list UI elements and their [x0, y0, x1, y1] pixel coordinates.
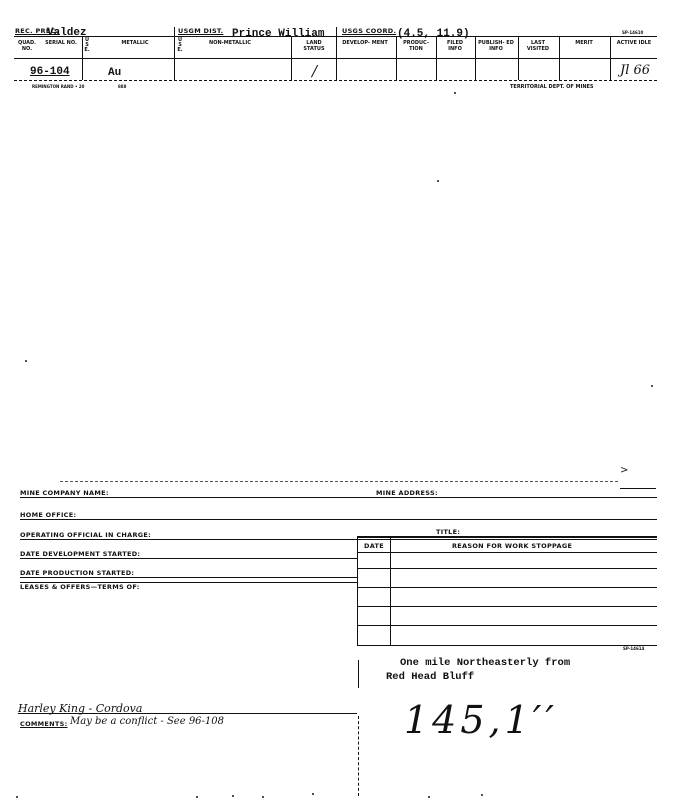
operating-official-label: OPERATING OFFICIAL IN CHARGE: [20, 531, 152, 539]
col-active-idle: ACTIVE IDLE [616, 40, 652, 46]
col-merit: MERIT [575, 40, 593, 46]
form-number-bottom: SP-14614 [623, 646, 645, 651]
date-production-label: DATE PRODUCTION STARTED: [20, 569, 135, 577]
margin-mark: > [620, 465, 629, 476]
usgs-coord-value: (4.5, 11.9) [397, 28, 470, 40]
col-quad-no: QUAD. NO. [17, 40, 37, 52]
col-non-metallic: NON-METALLIC [209, 40, 251, 46]
rec-prec-value: Valdez [47, 27, 87, 39]
handwritten-comment: May be a conflict - See 96-108 [70, 716, 225, 727]
home-office-label: HOME OFFICE: [20, 511, 77, 519]
usgm-dist-value: Prince William [232, 28, 325, 40]
location-line-2: Red Head Bluff [386, 671, 475, 683]
record-metallic: Au [108, 67, 122, 79]
col-production: PRODUC- TION [403, 40, 429, 52]
mine-company-name-label: MINE COMPANY NAME: [20, 489, 109, 497]
printer-label: REMINGTON RAND • 20 [32, 84, 85, 89]
handwritten-number: 145,1′′ [404, 698, 559, 742]
col-last-visited: LAST VISITED [526, 40, 550, 52]
record-active-idle: Jl 66 [620, 63, 651, 78]
leases-offers-label: LEASES & OFFERS—TERMS OF: [20, 583, 140, 591]
title-label: TITLE: [436, 528, 461, 536]
comments-label: COMMENTS: [20, 720, 68, 728]
col-use-1: U S E. [84, 37, 90, 53]
stoppage-reason-header: REASON FOR WORK STOPPAGE [452, 542, 573, 550]
col-published-info: PUBLISH- ED INFO [478, 40, 514, 52]
form-number-top: SP-14610 [622, 30, 644, 35]
usgm-dist-label: USGM DIST. [178, 27, 224, 35]
col-land-status: LAND STATUS [303, 40, 325, 52]
stoppage-date-header: DATE [364, 542, 384, 550]
col-serial-no: SERIAL NO. [45, 40, 77, 46]
record-quad-serial: 96-104 [30, 66, 70, 78]
mine-address-label: MINE ADDRESS: [376, 489, 438, 497]
handwritten-signature: Harley King - Cordova [18, 702, 143, 715]
location-line-1: One mile Northeasterly from [400, 657, 571, 669]
printer-code: 888 [118, 84, 127, 89]
col-filed-info: FILED INFO [446, 40, 464, 52]
department-label: TERRITORIAL DEPT. OF MINES [510, 84, 594, 90]
col-metallic: METALLIC [121, 40, 149, 46]
record-land-status: / [312, 62, 318, 80]
col-development: DEVELOP- MENT [342, 40, 388, 46]
col-use-2: U S E. [177, 37, 183, 53]
usgs-coord-label: USGS COORD. [342, 27, 397, 35]
date-development-label: DATE DEVELOPMENT STARTED: [20, 550, 141, 558]
rec-prec-label: REC. PREC. [15, 27, 59, 35]
